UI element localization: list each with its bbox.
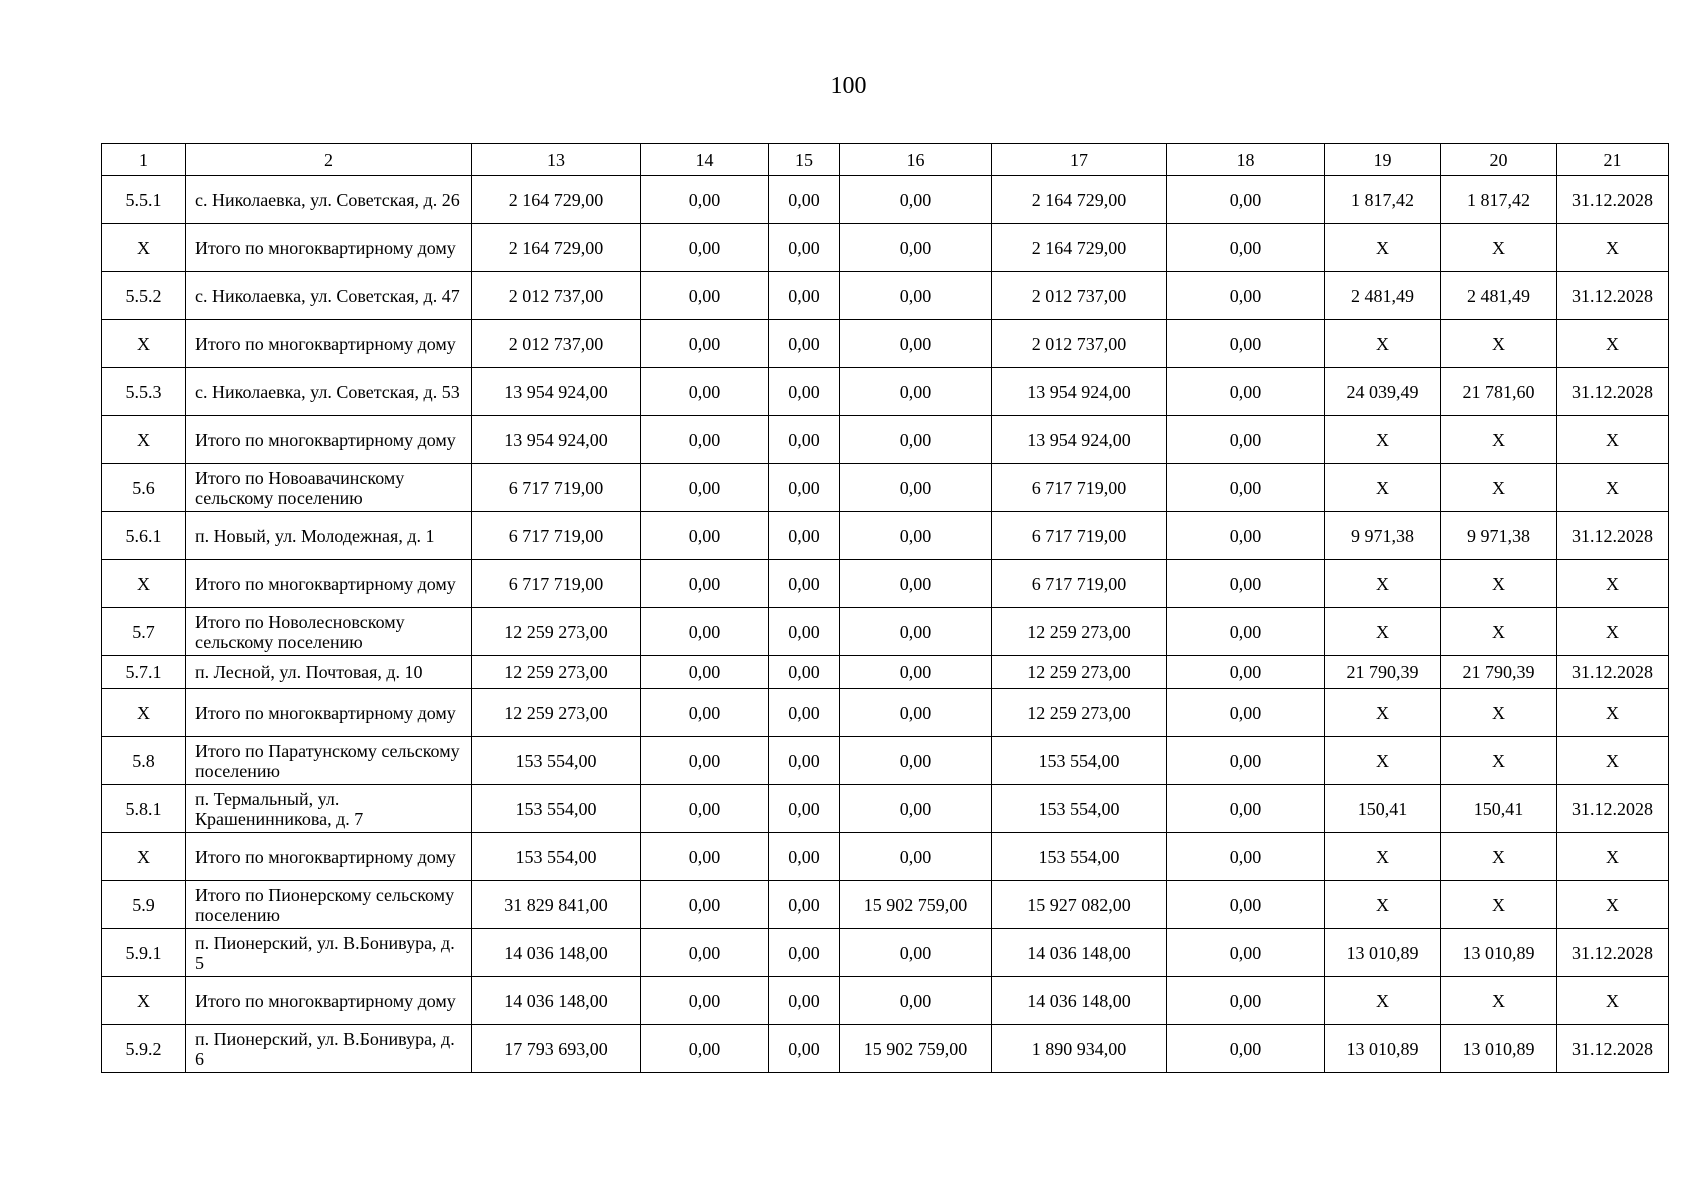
value-cell: 0,00 [1167, 737, 1325, 785]
value-cell: 2 164 729,00 [472, 224, 641, 272]
value-cell: 0,00 [641, 689, 769, 737]
value-cell: X [1557, 416, 1669, 464]
value-cell: 0,00 [641, 368, 769, 416]
value-cell: 0,00 [1167, 656, 1325, 689]
column-header: 17 [992, 144, 1167, 176]
table-row [102, 416, 1669, 464]
value-cell: X [1441, 560, 1557, 608]
value-cell: 0,00 [1167, 1025, 1325, 1073]
value-cell: X [1441, 464, 1557, 512]
value-cell: X [1441, 833, 1557, 881]
value-cell: 0,00 [840, 368, 992, 416]
value-cell: 0,00 [641, 272, 769, 320]
value-cell: 0,00 [1167, 560, 1325, 608]
value-cell: 0,00 [641, 977, 769, 1025]
value-cell: 0,00 [1167, 272, 1325, 320]
value-cell: 13 010,89 [1325, 929, 1441, 977]
value-cell: 15 902 759,00 [840, 1025, 992, 1073]
row-number-cell: X [102, 416, 186, 464]
value-cell: 0,00 [840, 656, 992, 689]
address-cell: Итого по многоквартирному дому [186, 833, 472, 881]
address-cell: Итого по Пионерскому сельскому поселению [186, 881, 472, 929]
value-cell: 0,00 [1167, 977, 1325, 1025]
row-number-cell: 5.5.3 [102, 368, 186, 416]
value-cell: 0,00 [1167, 785, 1325, 833]
value-cell: 0,00 [641, 224, 769, 272]
table-row [102, 881, 1669, 929]
row-number-cell: X [102, 833, 186, 881]
column-header: 1 [102, 144, 186, 176]
table-row [102, 272, 1669, 320]
value-cell: X [1325, 977, 1441, 1025]
value-cell: X [1325, 608, 1441, 656]
value-cell: 0,00 [1167, 833, 1325, 881]
address-cell: Итого по Новоавачинскому сельскому поселению [186, 464, 472, 512]
row-number-cell: 5.5.1 [102, 176, 186, 224]
value-cell: X [1441, 416, 1557, 464]
value-cell: X [1325, 464, 1441, 512]
row-number-cell: X [102, 320, 186, 368]
value-cell: 21 790,39 [1325, 656, 1441, 689]
value-cell: 1 817,42 [1441, 176, 1557, 224]
address-cell: Итого по многоквартирному дому [186, 977, 472, 1025]
value-cell: 6 717 719,00 [992, 512, 1167, 560]
page-number: 100 [830, 73, 867, 99]
row-number-cell: 5.9 [102, 881, 186, 929]
value-cell: 2 012 737,00 [992, 320, 1167, 368]
table-row [102, 929, 1669, 977]
value-cell: 31.12.2028 [1557, 176, 1669, 224]
value-cell: 0,00 [1167, 368, 1325, 416]
value-cell: 0,00 [769, 368, 840, 416]
value-cell: 0,00 [641, 881, 769, 929]
value-cell: 13 954 924,00 [472, 368, 641, 416]
data-table [101, 143, 1669, 1073]
address-cell: п. Лесной, ул. Почтовая, д. 10 [186, 656, 472, 689]
value-cell: 0,00 [840, 272, 992, 320]
value-cell: 0,00 [840, 560, 992, 608]
column-header: 2 [186, 144, 472, 176]
value-cell: 0,00 [840, 977, 992, 1025]
address-cell: п. Новый, ул. Молодежная, д. 1 [186, 512, 472, 560]
column-header: 19 [1325, 144, 1441, 176]
value-cell: X [1557, 608, 1669, 656]
value-cell: 0,00 [641, 833, 769, 881]
address-cell: Итого по Паратунскому сельскому поселению [186, 737, 472, 785]
value-cell: 0,00 [641, 176, 769, 224]
value-cell: 13 954 924,00 [992, 416, 1167, 464]
row-number-cell: 5.5.2 [102, 272, 186, 320]
column-header: 14 [641, 144, 769, 176]
value-cell: 0,00 [641, 512, 769, 560]
value-cell: 0,00 [641, 608, 769, 656]
value-cell: 0,00 [840, 416, 992, 464]
table-row [102, 176, 1669, 224]
column-header: 21 [1557, 144, 1669, 176]
value-cell: X [1557, 737, 1669, 785]
value-cell: 0,00 [769, 464, 840, 512]
value-cell: 0,00 [769, 224, 840, 272]
value-cell: X [1325, 689, 1441, 737]
value-cell: 6 717 719,00 [472, 464, 641, 512]
value-cell: X [1325, 320, 1441, 368]
value-cell: 0,00 [641, 929, 769, 977]
row-number-cell: X [102, 560, 186, 608]
column-header: 15 [769, 144, 840, 176]
value-cell: 0,00 [1167, 881, 1325, 929]
address-cell: Итого по Новолесновскому сельскому поселению [186, 608, 472, 656]
value-cell: 0,00 [769, 176, 840, 224]
value-cell: 31.12.2028 [1557, 368, 1669, 416]
address-cell: Итого по многоквартирному дому [186, 320, 472, 368]
value-cell: X [1441, 737, 1557, 785]
value-cell: 14 036 148,00 [472, 977, 641, 1025]
value-cell: 0,00 [1167, 320, 1325, 368]
address-cell: п. Пионерский, ул. В.Бонивура, д. 6 [186, 1025, 472, 1073]
row-number-cell: 5.6.1 [102, 512, 186, 560]
value-cell: X [1441, 320, 1557, 368]
row-number-cell: X [102, 224, 186, 272]
row-number-cell: X [102, 977, 186, 1025]
column-header: 16 [840, 144, 992, 176]
value-cell: 13 954 924,00 [472, 416, 641, 464]
value-cell: 0,00 [769, 689, 840, 737]
value-cell: 15 902 759,00 [840, 881, 992, 929]
table-row [102, 977, 1669, 1025]
value-cell: 0,00 [769, 1025, 840, 1073]
value-cell: X [1325, 833, 1441, 881]
value-cell: 0,00 [840, 608, 992, 656]
value-cell: X [1325, 881, 1441, 929]
value-cell: 0,00 [769, 785, 840, 833]
value-cell: 21 781,60 [1441, 368, 1557, 416]
value-cell: 2 012 737,00 [992, 272, 1167, 320]
value-cell: 0,00 [769, 416, 840, 464]
row-number-cell: 5.7 [102, 608, 186, 656]
row-number-cell: 5.7.1 [102, 656, 186, 689]
value-cell: 0,00 [769, 833, 840, 881]
value-cell: 0,00 [1167, 176, 1325, 224]
table-row [102, 737, 1669, 785]
table-row [102, 464, 1669, 512]
value-cell: X [1557, 224, 1669, 272]
value-cell: 0,00 [641, 737, 769, 785]
value-cell: 2 481,49 [1441, 272, 1557, 320]
value-cell: 150,41 [1325, 785, 1441, 833]
value-cell: 17 793 693,00 [472, 1025, 641, 1073]
value-cell: 31.12.2028 [1557, 512, 1669, 560]
value-cell: 6 717 719,00 [472, 560, 641, 608]
row-number-cell: 5.8.1 [102, 785, 186, 833]
value-cell: X [1557, 560, 1669, 608]
value-cell: 0,00 [769, 737, 840, 785]
value-cell: 0,00 [641, 1025, 769, 1073]
row-number-cell: 5.8 [102, 737, 186, 785]
value-cell: X [1325, 224, 1441, 272]
value-cell: 0,00 [769, 560, 840, 608]
value-cell: X [1557, 881, 1669, 929]
value-cell: 31.12.2028 [1557, 1025, 1669, 1073]
value-cell: 12 259 273,00 [992, 608, 1167, 656]
value-cell: 2 012 737,00 [472, 320, 641, 368]
table-row [102, 608, 1669, 656]
value-cell: 0,00 [769, 977, 840, 1025]
value-cell: 31 829 841,00 [472, 881, 641, 929]
address-cell: Итого по многоквартирному дому [186, 224, 472, 272]
header-row [102, 144, 1669, 176]
value-cell: 0,00 [840, 512, 992, 560]
value-cell: 0,00 [641, 560, 769, 608]
table-row [102, 833, 1669, 881]
value-cell: 0,00 [840, 464, 992, 512]
value-cell: 0,00 [769, 656, 840, 689]
row-number-cell: 5.9.1 [102, 929, 186, 977]
column-header: 18 [1167, 144, 1325, 176]
value-cell: 14 036 148,00 [992, 977, 1167, 1025]
value-cell: X [1557, 977, 1669, 1025]
address-cell: п. Пионерский, ул. В.Бонивура, д. 5 [186, 929, 472, 977]
value-cell: 0,00 [769, 608, 840, 656]
value-cell: 9 971,38 [1441, 512, 1557, 560]
value-cell: X [1557, 464, 1669, 512]
value-cell: X [1557, 320, 1669, 368]
value-cell: 153 554,00 [992, 737, 1167, 785]
value-cell: X [1441, 224, 1557, 272]
value-cell: X [1557, 689, 1669, 737]
value-cell: 24 039,49 [1325, 368, 1441, 416]
table-row [102, 368, 1669, 416]
value-cell: 13 010,89 [1441, 1025, 1557, 1073]
value-cell: 31.12.2028 [1557, 785, 1669, 833]
value-cell: X [1441, 608, 1557, 656]
value-cell: 0,00 [1167, 689, 1325, 737]
value-cell: 0,00 [641, 416, 769, 464]
table-row [102, 512, 1669, 560]
value-cell: 6 717 719,00 [992, 464, 1167, 512]
value-cell: 153 554,00 [472, 737, 641, 785]
address-cell: Итого по многоквартирному дому [186, 689, 472, 737]
address-cell: с. Николаевка, ул. Советская, д. 47 [186, 272, 472, 320]
value-cell: X [1441, 881, 1557, 929]
value-cell: 0,00 [1167, 464, 1325, 512]
value-cell: 0,00 [840, 176, 992, 224]
row-number-cell: 5.6 [102, 464, 186, 512]
address-cell: п. Термальный, ул. Крашенинникова, д. 7 [186, 785, 472, 833]
value-cell: 0,00 [1167, 512, 1325, 560]
value-cell: 12 259 273,00 [472, 689, 641, 737]
value-cell: 6 717 719,00 [992, 560, 1167, 608]
value-cell: 13 010,89 [1441, 929, 1557, 977]
value-cell: 0,00 [769, 320, 840, 368]
value-cell: 12 259 273,00 [472, 608, 641, 656]
column-header: 20 [1441, 144, 1557, 176]
value-cell: X [1325, 416, 1441, 464]
value-cell: 153 554,00 [992, 785, 1167, 833]
value-cell: 14 036 148,00 [992, 929, 1167, 977]
value-cell: 6 717 719,00 [472, 512, 641, 560]
value-cell: 0,00 [840, 320, 992, 368]
value-cell: 0,00 [769, 272, 840, 320]
table-row [102, 1025, 1669, 1073]
table-row [102, 656, 1669, 689]
value-cell: 0,00 [840, 785, 992, 833]
value-cell: 0,00 [641, 785, 769, 833]
address-cell: с. Николаевка, ул. Советская, д. 53 [186, 368, 472, 416]
value-cell: 15 927 082,00 [992, 881, 1167, 929]
value-cell: 0,00 [840, 833, 992, 881]
value-cell: 9 971,38 [1325, 512, 1441, 560]
value-cell: 1 890 934,00 [992, 1025, 1167, 1073]
value-cell: 31.12.2028 [1557, 272, 1669, 320]
address-cell: Итого по многоквартирному дому [186, 416, 472, 464]
address-cell: с. Николаевка, ул. Советская, д. 26 [186, 176, 472, 224]
table-row [102, 320, 1669, 368]
value-cell: X [1325, 737, 1441, 785]
address-cell: Итого по многоквартирному дому [186, 560, 472, 608]
value-cell: 0,00 [641, 464, 769, 512]
value-cell: 2 481,49 [1325, 272, 1441, 320]
value-cell: 0,00 [1167, 416, 1325, 464]
value-cell: 2 164 729,00 [992, 224, 1167, 272]
row-number-cell: 5.9.2 [102, 1025, 186, 1073]
value-cell: X [1441, 977, 1557, 1025]
value-cell: 153 554,00 [472, 833, 641, 881]
value-cell: 12 259 273,00 [992, 689, 1167, 737]
value-cell: 0,00 [769, 929, 840, 977]
value-cell: 13 010,89 [1325, 1025, 1441, 1073]
value-cell: 0,00 [769, 881, 840, 929]
value-cell: 0,00 [840, 737, 992, 785]
value-cell: 31.12.2028 [1557, 929, 1669, 977]
value-cell: 12 259 273,00 [472, 656, 641, 689]
value-cell: 0,00 [840, 929, 992, 977]
table-row [102, 560, 1669, 608]
value-cell: X [1441, 689, 1557, 737]
value-cell: 0,00 [840, 224, 992, 272]
value-cell: 0,00 [769, 512, 840, 560]
table-row [102, 224, 1669, 272]
row-number-cell: X [102, 689, 186, 737]
value-cell: 14 036 148,00 [472, 929, 641, 977]
column-header: 13 [472, 144, 641, 176]
value-cell: 153 554,00 [992, 833, 1167, 881]
value-cell: 0,00 [1167, 608, 1325, 656]
value-cell: 2 164 729,00 [992, 176, 1167, 224]
value-cell: 0,00 [840, 689, 992, 737]
value-cell: 0,00 [1167, 224, 1325, 272]
value-cell: 0,00 [1167, 929, 1325, 977]
value-cell: 0,00 [641, 320, 769, 368]
value-cell: 150,41 [1441, 785, 1557, 833]
value-cell: 12 259 273,00 [992, 656, 1167, 689]
value-cell: 31.12.2028 [1557, 656, 1669, 689]
value-cell: 1 817,42 [1325, 176, 1441, 224]
value-cell: X [1325, 560, 1441, 608]
value-cell: 21 790,39 [1441, 656, 1557, 689]
value-cell: 0,00 [641, 656, 769, 689]
value-cell: 2 164 729,00 [472, 176, 641, 224]
value-cell: 13 954 924,00 [992, 368, 1167, 416]
table-row [102, 689, 1669, 737]
value-cell: X [1557, 833, 1669, 881]
value-cell: 2 012 737,00 [472, 272, 641, 320]
value-cell: 153 554,00 [472, 785, 641, 833]
table-row [102, 785, 1669, 833]
